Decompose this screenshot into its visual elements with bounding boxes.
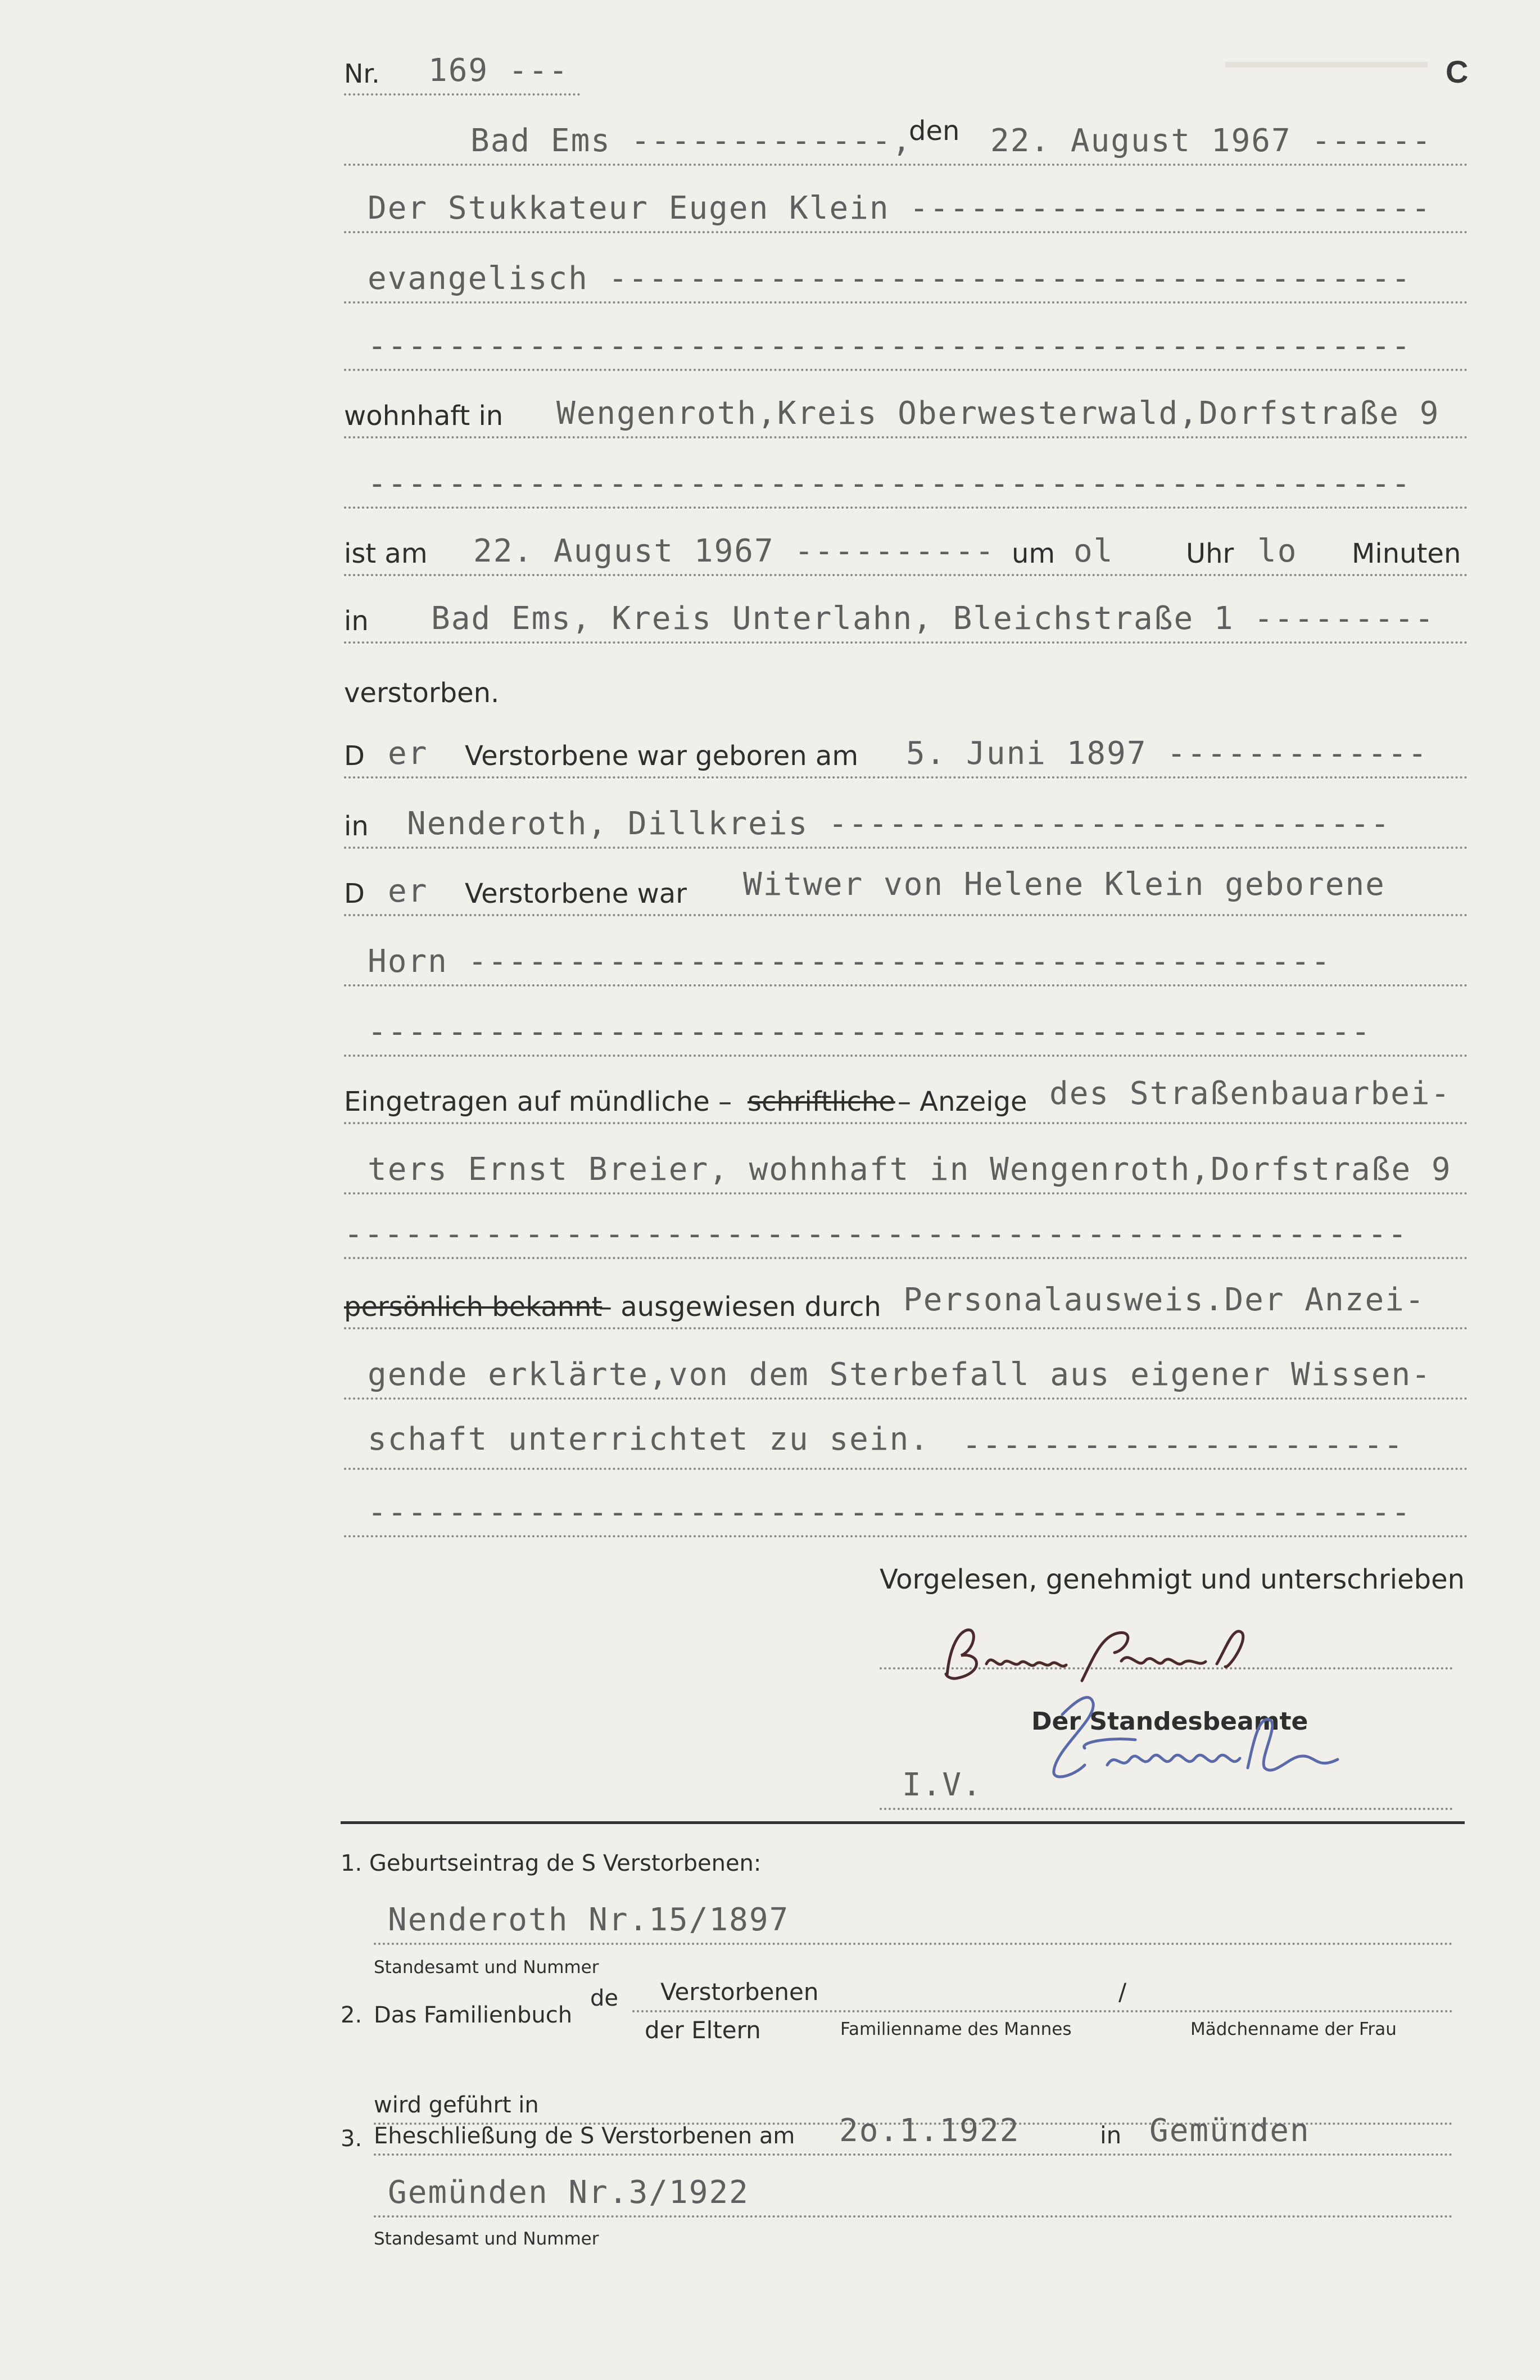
birth-place-line bbox=[344, 776, 1468, 849]
registry-place: Bad Ems -------------, bbox=[470, 123, 912, 159]
birth-date-line bbox=[344, 705, 1468, 779]
dotted-rule bbox=[880, 1808, 1453, 1810]
dash-fill: -------------------------------------------------- bbox=[368, 1013, 1371, 1050]
blank-line bbox=[344, 1464, 1468, 1537]
marriage-entry-value: Gemünden Nr.3/1922 bbox=[388, 2174, 749, 2211]
family-book-label: Das Familienbuch bbox=[374, 2002, 573, 2028]
death-place: Bad Ems, Kreis Unterlahn, Bleichstraße 1 --------- bbox=[431, 600, 1435, 637]
in-label: in bbox=[344, 811, 369, 842]
birth-entry-value: Nenderoth Nr.15/1897 bbox=[388, 1902, 790, 1938]
standesbeamte-label: Der Standesbeamte bbox=[1031, 1707, 1308, 1736]
birth-entry-label: 1. Geburtseintrag de S Verstorbenen: bbox=[341, 1850, 762, 1876]
schriftliche-struck: schriftliche bbox=[748, 1086, 895, 1117]
deceased-name: Der Stukkateur Eugen Klein -------------------------- bbox=[368, 190, 1432, 227]
standesamt-sublabel: Standesamt und Nummer bbox=[374, 1957, 599, 1978]
place-date-line bbox=[344, 93, 1468, 166]
religion: evangelisch ---------------------------------------- bbox=[368, 260, 1412, 297]
registry-date: 22. August 1967 ------ bbox=[990, 123, 1432, 159]
residence-line bbox=[344, 365, 1468, 438]
residence-label: wohnhaft in bbox=[344, 400, 504, 432]
marriage-entry-line bbox=[374, 2153, 1453, 2218]
ist-am-label: ist am bbox=[344, 538, 428, 569]
blank-line bbox=[344, 984, 1468, 1057]
wird-gefuehrt-label: wird geführt in bbox=[374, 2092, 539, 2118]
dotted-rule bbox=[344, 1535, 1468, 1537]
den-label: den bbox=[909, 115, 960, 147]
dotted-rule bbox=[344, 641, 1468, 644]
dotted-rule bbox=[374, 1943, 1453, 1945]
spouse-maiden-name: Horn ------------------------------------------- bbox=[368, 943, 1331, 980]
marriage-place: Gemünden bbox=[1149, 2112, 1310, 2149]
bleed-through-shadow bbox=[1225, 62, 1428, 90]
uhr-label: Uhr bbox=[1186, 538, 1234, 569]
dotted-rule bbox=[632, 2010, 1453, 2012]
dash-fill: ---------------------------------------------------- bbox=[368, 1494, 1412, 1531]
geboren-label: Verstorbene war geboren am bbox=[465, 740, 859, 772]
verstorben-label: verstorben. bbox=[344, 677, 500, 709]
dash-fill: ----------------------------------------------------- bbox=[344, 1216, 1408, 1252]
informant-line bbox=[344, 1121, 1468, 1194]
family-book-number: 2. bbox=[341, 2002, 363, 2028]
death-minutes: lo bbox=[1257, 533, 1298, 569]
official-signature bbox=[1023, 1681, 1428, 1793]
marriage-line bbox=[374, 2091, 1453, 2156]
d-label: D bbox=[344, 740, 365, 772]
ausgewiesen-label: – ausgewiesen durch bbox=[599, 1291, 881, 1323]
registration-line bbox=[344, 1051, 1468, 1124]
blank-line bbox=[344, 298, 1468, 371]
identification-text: Personalausweis.Der Anzei- bbox=[903, 1282, 1425, 1318]
marital-status-line bbox=[344, 843, 1468, 916]
deceased-name-line bbox=[344, 160, 1468, 233]
gender-suffix: er bbox=[388, 735, 428, 772]
um-label: um bbox=[1012, 538, 1056, 569]
maiden-name-line bbox=[344, 913, 1468, 987]
vorgelesen-text: Vorgelesen, genehmigt und unterschrieben bbox=[880, 1564, 1465, 1595]
marital-status: Witwer von Helene Klein geborene bbox=[743, 866, 1385, 903]
marriage-number: 3. bbox=[341, 2126, 363, 2152]
family-book-line bbox=[632, 1956, 1453, 2012]
birth-entry-line bbox=[374, 1877, 1453, 1945]
dash-fill: ---------------------- bbox=[962, 1427, 1404, 1463]
informant-part-2: ters Ernst Breier, wohnhaft in Wengenroth,Dorfstraße 9 bbox=[368, 1151, 1452, 1188]
religion-line bbox=[344, 230, 1468, 304]
eingetragen-label: Eingetragen auf mündliche – bbox=[344, 1086, 732, 1117]
corner-letter: C bbox=[1446, 54, 1469, 89]
wife-maiden-sublabel: Mädchenname der Frau bbox=[1190, 2019, 1397, 2039]
remark-part-2: schaft unterrichtet zu sein. bbox=[368, 1421, 930, 1458]
register-number-line bbox=[344, 22, 580, 96]
dash-fill: ---------------------------------------------------- bbox=[368, 465, 1412, 502]
identification-line bbox=[344, 1256, 1468, 1329]
minuten-label: Minuten bbox=[1352, 538, 1461, 569]
gender-suffix: er bbox=[388, 873, 428, 910]
birth-date: 5. Juni 1897 ------------- bbox=[906, 735, 1428, 772]
register-number-value: 169 --- bbox=[428, 52, 569, 89]
marriage-in-label: in bbox=[1100, 2121, 1122, 2149]
death-hour: ol bbox=[1074, 533, 1114, 569]
blank-line bbox=[344, 436, 1468, 509]
family-book-eltern: der Eltern bbox=[645, 2016, 761, 2044]
remark-line bbox=[344, 1327, 1468, 1400]
d-label: D bbox=[344, 878, 365, 910]
marriage-label: Eheschließung de S Verstorbenen am bbox=[374, 2123, 795, 2149]
blank-line bbox=[344, 1186, 1468, 1259]
register-number-label: Nr. bbox=[344, 58, 380, 89]
family-book-de: de bbox=[590, 1985, 618, 2011]
dotted-rule bbox=[374, 2215, 1453, 2218]
anzeige-label: – Anzeige bbox=[898, 1086, 1027, 1117]
remark-line-2 bbox=[344, 1397, 1468, 1470]
iv-label: I.V. bbox=[902, 1767, 982, 1803]
death-time-line bbox=[344, 503, 1468, 576]
marriage-date: 2o.1.1922 bbox=[839, 2112, 1020, 2149]
war-label: Verstorbene war bbox=[465, 878, 687, 910]
in-label: in bbox=[344, 605, 369, 637]
husband-surname-sublabel: Familienname des Mannes bbox=[840, 2019, 1072, 2039]
footer-separator bbox=[341, 1821, 1465, 1824]
standesamt-sublabel-2: Standesamt und Nummer bbox=[374, 2229, 599, 2249]
residence-value: Wengenroth,Kreis Oberwesterwald,Dorfstraße 9 bbox=[556, 395, 1440, 432]
remark-part-1: gende erklärte,von dem Sterbefall aus eigener Wissen- bbox=[368, 1356, 1432, 1393]
birth-place: Nenderoth, Dillkreis ---------------------------- bbox=[407, 806, 1391, 842]
family-book-verstorbenen: Verstorbenen bbox=[660, 1978, 819, 2006]
informant-part-1: des Straßenbauarbei- bbox=[1049, 1075, 1451, 1112]
death-place-line bbox=[344, 571, 1468, 644]
dash-fill: ---------------------------------------------------- bbox=[368, 328, 1412, 364]
family-book-slash: / bbox=[1118, 1978, 1127, 2006]
death-date: 22. August 1967 ---------- bbox=[473, 533, 995, 569]
persoenlich-struck: persönlich bekannt bbox=[344, 1291, 603, 1323]
